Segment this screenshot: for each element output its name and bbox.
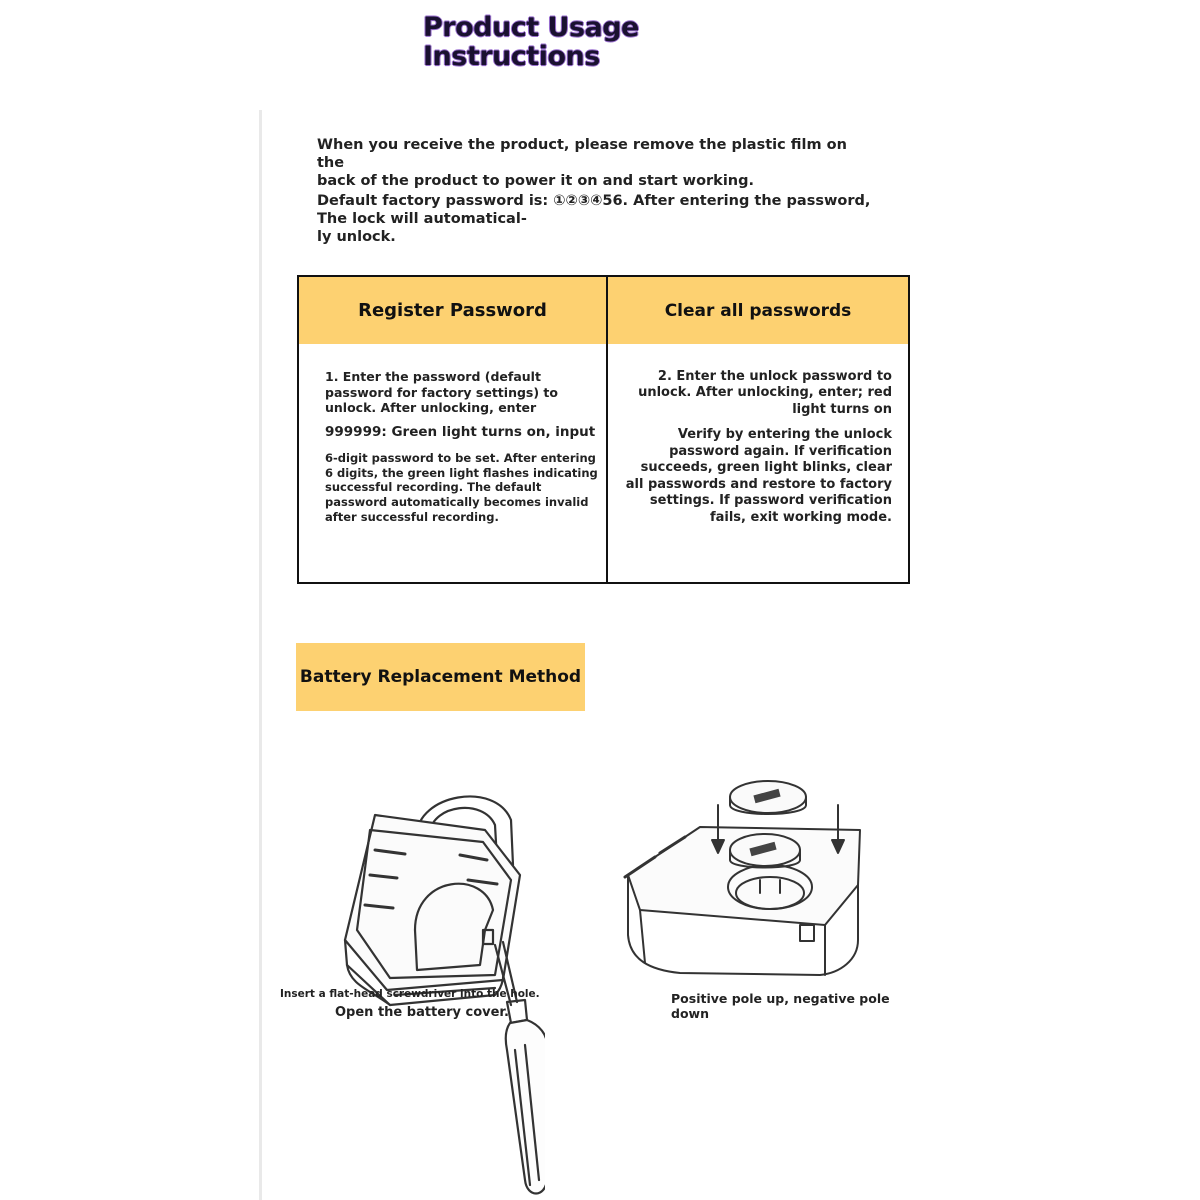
left-caption-line1: Insert a flat-head screwdriver into the hole. bbox=[280, 988, 540, 1000]
left-caption bbox=[280, 988, 540, 1001]
register-step2-text bbox=[325, 451, 603, 525]
battery-replacement-heading-text: Battery Replacement Method bbox=[299, 667, 582, 687]
register-step2-line1: 6-digit password to be set. After entering bbox=[325, 451, 596, 465]
register-step1-line3: unlock. After unlocking, enter bbox=[325, 400, 537, 415]
intro-password-line1: Default factory password is: ①②③④56. After entering the password, bbox=[317, 193, 871, 209]
lock-battery-compartment-icon bbox=[620, 775, 880, 985]
clear-passwords-heading-text: Clear all passwords bbox=[664, 300, 852, 321]
register-password-heading-text: Register Password bbox=[358, 300, 547, 321]
intro-password-line2: The lock will automatical- bbox=[317, 211, 527, 227]
right-caption-line1: Positive pole up, negative pole bbox=[671, 991, 890, 1006]
clear-step2-line4: all passwords and restore to factory bbox=[625, 476, 892, 492]
register-password-heading bbox=[299, 277, 606, 344]
clear-step2-line3: succeeds, green light blinks, clear bbox=[640, 460, 892, 475]
page-title bbox=[423, 13, 639, 71]
right-caption bbox=[671, 991, 891, 1021]
intro-password-line3: ly unlock. bbox=[317, 229, 396, 245]
clear-passwords-heading bbox=[608, 277, 908, 344]
intro-power-line2: back of the product to power it on and start working. bbox=[317, 173, 755, 189]
intro-power-text bbox=[317, 136, 877, 190]
clear-step1-line3: light turns on bbox=[792, 401, 892, 417]
page-edge-line bbox=[259, 110, 262, 1200]
register-step1-line1: 1. Enter the password (default bbox=[325, 369, 541, 384]
page-title-line2: Instructions bbox=[423, 41, 600, 72]
left-caption-line2: Open the battery cover. bbox=[335, 1005, 509, 1020]
intro-power-line1: When you receive the product, please remove the plastic film on the bbox=[317, 137, 847, 171]
clear-step1-line2: unlock. After unlocking, enter; red bbox=[638, 385, 892, 401]
left-caption-2 bbox=[335, 1005, 535, 1021]
clear-step2-line6: fails, exit working mode. bbox=[709, 509, 892, 525]
clear-step2-line2: password again. If verification bbox=[669, 443, 892, 459]
clear-step2-line1: Verify by entering the unlock bbox=[677, 427, 892, 442]
register-code-text bbox=[325, 424, 600, 440]
register-code-line: 999999: Green light turns on, input bbox=[325, 424, 596, 440]
page-title-line1: Product Usage bbox=[423, 12, 639, 43]
intro-password-text bbox=[317, 192, 877, 246]
clear-step2-line5: settings. If password verification bbox=[649, 493, 892, 508]
register-step2-line2: 6 digits, the green light flashes indicating bbox=[325, 465, 598, 480]
right-caption-line2: down bbox=[671, 1006, 709, 1021]
register-step2-line4: password automatically becomes invalid bbox=[325, 495, 589, 510]
register-step2-line5: after successful recording. bbox=[325, 509, 499, 524]
battery-replacement-heading bbox=[296, 643, 585, 711]
register-step1-line2: password for factory settings) to bbox=[325, 384, 558, 400]
clear-step1-text bbox=[612, 369, 892, 418]
clear-step2-text bbox=[612, 427, 892, 526]
register-step1-text bbox=[325, 369, 600, 416]
clear-step1-line1: 2. Enter the unlock password to bbox=[657, 369, 892, 384]
register-step2-line3: successful recording. The default bbox=[325, 480, 542, 495]
